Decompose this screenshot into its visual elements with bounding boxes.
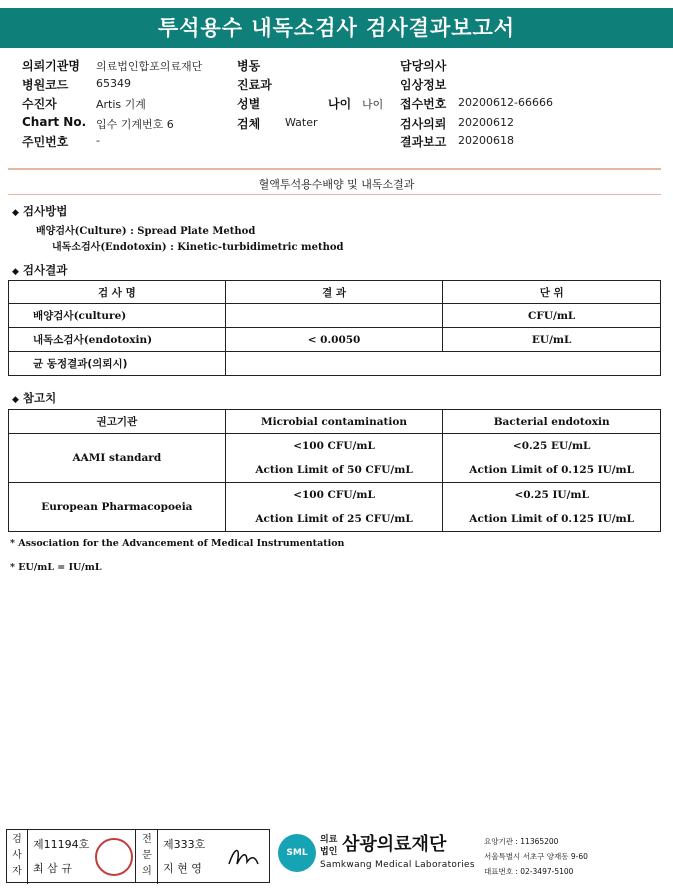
request-date-value: 20200612 xyxy=(458,116,514,129)
receipt-no-label: 접수번호 xyxy=(400,97,447,111)
reference-table xyxy=(8,409,661,532)
row-unit: CFU/mL xyxy=(443,304,661,328)
results-header-result: 결 과 xyxy=(225,281,443,304)
examiner-name: 최 삼 규 xyxy=(33,862,72,875)
method-culture: 배양검사(Culture) : Spread Plate Method xyxy=(36,226,256,237)
row-result: < 0.0050 xyxy=(225,328,443,352)
examiner-license-no: 제11194호 xyxy=(33,838,90,851)
divider-bottom xyxy=(8,194,661,195)
method-endotoxin: 내독소검사(Endotoxin) : Kinetic-turbidimetric method xyxy=(52,242,344,253)
contact-info: 요양기관 : 11365200 서울특별시 서초구 양재동 9-60 대표번호 : 02-3497-5100 xyxy=(484,837,588,876)
report-date-label: 결과보고 xyxy=(400,135,447,149)
method-heading: ◆ 검사방법 xyxy=(12,204,68,218)
signature-icon xyxy=(225,842,261,872)
signature-divider xyxy=(135,830,136,882)
reference-micro: <100 CFU/mL Action Limit of 25 CFU/mL xyxy=(225,483,443,532)
chart-no-label: Chart No. xyxy=(22,115,87,129)
specialist-label: 전 문 의 xyxy=(137,830,158,884)
examiner-seal-icon xyxy=(95,838,133,876)
patient-label: 수진자 xyxy=(22,97,57,111)
diamond-icon: ◆ xyxy=(12,267,19,277)
row-unit: EU/mL xyxy=(443,328,661,352)
report-title: 투석용수 내독소검사 검사결과보고서 xyxy=(157,16,516,40)
report-date-value: 20200618 xyxy=(458,134,514,147)
section-subtitle: 혈액투석용수배양 및 내독소결과 xyxy=(258,178,415,191)
patient-value: Artis 기계 xyxy=(96,98,146,111)
reference-micro: <100 CFU/mL Action Limit of 50 CFU/mL xyxy=(225,434,443,483)
clinical-label: 임상정보 xyxy=(400,78,447,92)
resident-no-label: 주민번호 xyxy=(22,135,69,149)
reference-org: European Pharmacopoeia xyxy=(9,483,226,532)
org-name-en: Samkwang Medical Laboratories xyxy=(320,860,475,870)
specialist-name: 지 현 영 xyxy=(163,862,202,875)
reference-header-micro: Microbial contamination xyxy=(225,410,443,434)
age-value: 나이 xyxy=(362,98,384,111)
sex-label: 성별 xyxy=(237,97,261,111)
results-table xyxy=(8,280,661,376)
row-test-name: 균 동정결과(의뢰시) xyxy=(9,352,226,376)
doctor-label: 담당의사 xyxy=(400,59,447,73)
org-prefix: 의료 법인 xyxy=(320,835,338,857)
row-test-name: 배양검사(culture) xyxy=(9,304,226,328)
table-row xyxy=(9,328,661,352)
reference-endo: <0.25 EU/mL Action Limit of 0.125 IU/mL xyxy=(443,434,661,483)
results-header-row xyxy=(9,281,661,304)
hospital-code-value: 65349 xyxy=(96,77,131,90)
table-row xyxy=(9,483,661,532)
divider-top xyxy=(8,168,661,170)
diamond-icon: ◆ xyxy=(12,395,19,405)
table-row xyxy=(9,352,661,376)
table-row xyxy=(9,304,661,328)
reference-org: AAMI standard xyxy=(9,434,226,483)
row-test-name: 내독소검사(endotoxin) xyxy=(9,328,226,352)
results-heading: ◆ 검사결과 xyxy=(12,263,68,277)
institution-value: 의료법인합포의료재단 xyxy=(96,60,203,73)
dept-label: 진료과 xyxy=(237,78,272,92)
institution-label: 의뢰기관명 xyxy=(22,59,80,73)
request-date-label: 검사의뢰 xyxy=(400,117,447,131)
reference-header-endo: Bacterial endotoxin xyxy=(443,410,661,434)
ward-label: 병동 xyxy=(237,59,261,73)
diamond-icon: ◆ xyxy=(12,208,19,218)
reference-heading: ◆ 참고치 xyxy=(12,391,57,405)
signature-box xyxy=(6,829,270,883)
table-row xyxy=(9,434,661,483)
age-label: 나이 xyxy=(328,97,352,111)
reference-header-row xyxy=(9,410,661,434)
footer xyxy=(0,826,673,888)
hospital-code-label: 병원코드 xyxy=(22,78,69,92)
reference-header-org: 권고기관 xyxy=(9,410,226,434)
chart-no-value: 입수 기계번호 6 xyxy=(96,118,174,131)
footnote-aami: * Association for the Advancement of Medical Instrumentation xyxy=(10,538,345,549)
specimen-label: 검체 xyxy=(237,117,261,131)
receipt-no-value: 20200612-66666 xyxy=(458,96,553,109)
sml-logo-icon: SML xyxy=(278,834,316,872)
resident-no-value: - xyxy=(96,134,100,147)
results-header-unit: 단 위 xyxy=(443,281,661,304)
org-name: 삼광의료재단 xyxy=(342,834,447,855)
row-result xyxy=(225,352,660,376)
examiner-label: 검 사 자 xyxy=(7,830,28,884)
results-header-test: 검 사 명 xyxy=(9,281,226,304)
footnote-units: * EU/mL = IU/mL xyxy=(10,562,102,573)
reference-endo: <0.25 IU/mL Action Limit of 0.125 IU/mL xyxy=(443,483,661,532)
row-result xyxy=(225,304,443,328)
specimen-value: Water xyxy=(285,116,318,129)
specialist-license-no: 제333호 xyxy=(163,838,206,851)
